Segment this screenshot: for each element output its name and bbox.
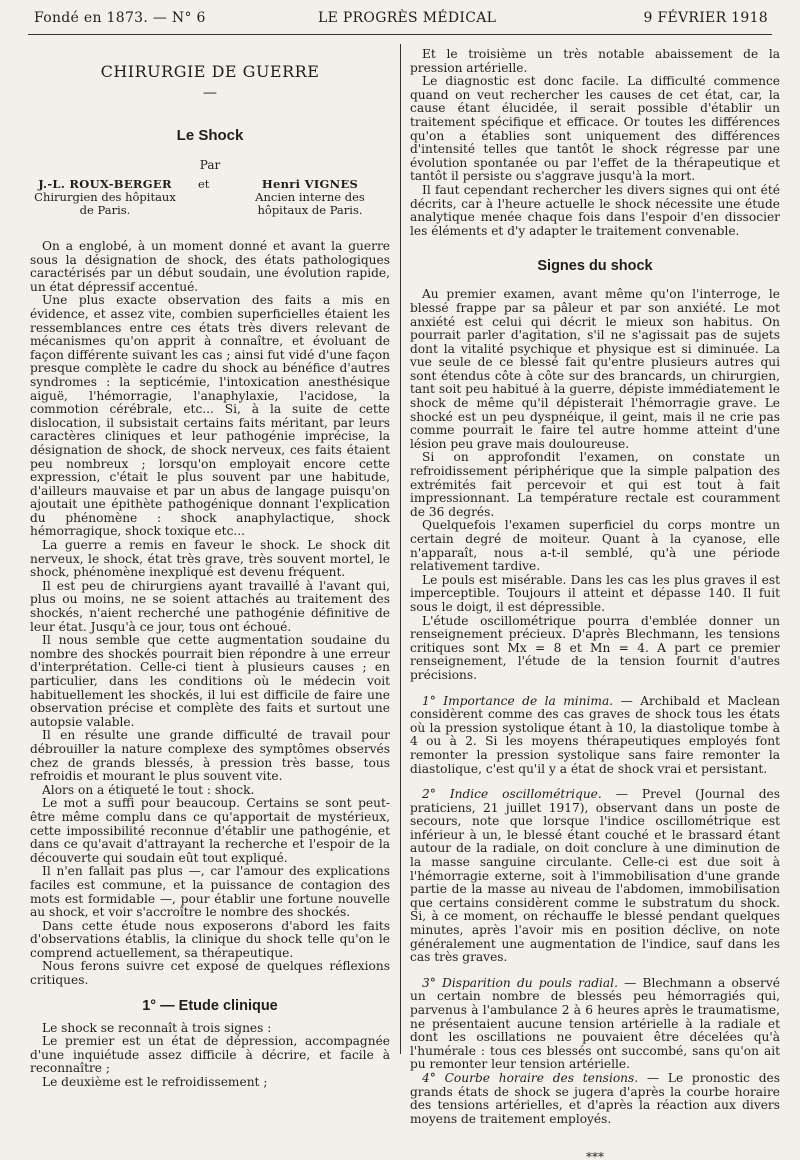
left-column	[30, 48, 390, 1090]
section-separator-stars: ⁎⁎⁎	[586, 1146, 604, 1160]
item-lead: 2° Indice oscillométrique.	[422, 787, 602, 802]
right-column	[410, 48, 780, 1160]
author-1-name: J.-L. ROUX-BERGER	[38, 177, 172, 191]
header-rule	[28, 34, 772, 35]
item-lead: 1° Importance de la minima.	[422, 693, 614, 708]
numbered-item	[410, 1072, 780, 1126]
founded-issue: Fondé en 1873. — N° 6	[34, 10, 206, 26]
item-lead: 4° Courbe horaire des tensions.	[422, 1070, 639, 1085]
author-block	[30, 178, 390, 226]
issue-date: 9 FÉVRIER 1918	[643, 10, 768, 26]
paragraph: Alors on a étiqueté le tout : shock.	[42, 782, 255, 797]
paragraph: Au premier examen, avant même qu'on l'interroge, le blessé frappe par sa pâleur et par son anxiété. Le mot anxiété est celui qui décrit le mieux son habitus. On pourrait parler d'agitation, s'il ne s'agissait pas de sujets dont la vitalité psychique et physique est si diminuée. La vue seule de ce blessé fait qu'entre plusieurs autres qui sont étendus côte à côte sur des brancards, un chirurgien, tant soit peu habitué à la guerre, dépiste immédiatement le shock de même qu'il dépisterait l'hémorragie grave. Le shocké est un peu dyspnéique, il geint, mais il ne crie pas comme pourrait le faire tel autre homme atteint d'une lésion peu grave mais douloureuse.	[410, 287, 780, 451]
item-text: — Archibald et Maclean considèrent comme des cas graves de shock tous les états où la pression systolique étant à 10, la diastolique tombe à 4 ou à 2. Si les moyens thérapeutiques employés font remonter la pression systolique sans faire remonter la diastolique, c'est qu'il y a état de shock vrai et persistant.	[410, 693, 780, 776]
author-2-name: Henri VIGNES	[261, 177, 359, 191]
numbered-item	[410, 977, 780, 1072]
item-text: — Blechmann a observé un certain nombre de blessés peu hémorragiés qui, parvenus à l'ambulance 2 à 6 heures après le traumatisme, ne présentaient aucune tension artérielle à la radiale et dont les oscillations ne pouvaient être décelées qu'à l'humérale : tous ces blessés ont succombé, sans qu'on ait pu remonter leur tension artérielle.	[410, 975, 780, 1072]
paragraph: Dans cette étude nous exposerons d'abord les faits d'observations établis, la clinique du shock telle qu'on le comprend actuellement, sa thérapeutique.	[30, 918, 390, 960]
author-1-role: Chirurgien des hôpitaux de Paris.	[34, 190, 176, 217]
item-text: — Prevel (Journal des praticiens, 21 juillet 1917), observant dans un poste de secours, note que lorsque l'indice oscillométrique est inférieur à un, le blessé étant couché et le brassard étant autour de la radiale, on doit conclure à une diminution de la masse sanguine circulante. Celle-ci est due soit à l'hémorragie externe, soit à l'immobilisation d'une grande partie de la masse au niveau de l'abdomen, immobilisation que certains considèrent comme le substratum du shock. Si, à ce moment, on réchauffe le blessé pendant quelques minutes, après l'avoir mis en position déclive, on note généralement une augmentation de l'indice, sauf dans les cas très graves.	[410, 787, 780, 965]
column-divider	[400, 44, 401, 1054]
paragraph: Une plus exacte observation des faits a mis en évidence, et assez vite, combien superficielles étaient les ressemblances entre ces états très divers relevant de mécanismes qu'on apprit à connaître, et évoluant de façon différente suivant les cas ; ainsi fut vidé d'une façon presque complète le cadre du shock au bénéfice d'autres syndromes : la septicémie, l'intoxication anesthésique aiguë, l'hémorragie, l'anaphylaxie, l'acidose, la commotion cérébrale, etc... Si, à la suite de cette dislocation, il subsistait certains faits méritant, par leurs caractères cliniques et leur pathogénie imprécise, la désignation de shock, de shock nerveux, ces faits étaient peu nombreux ; lorsqu'on employait encore cette expression, c'était le plus souvent par une habitude, d'ailleurs mauvaise et par un abus de langage puisqu'on ajoutait une épithète pathogénique donnant l'explication du phénomène : shock anaphylactique, shock hémorragique, shock toxique etc...	[30, 293, 390, 539]
byline-par: Par	[199, 158, 221, 172]
paragraph: Quelquefois l'examen superficiel du corps montre un certain degré de moiteur. Quant à la cyanose, elle n'apparaît, nous a-t-il semblé, qu'à une période relativement tardive.	[410, 518, 780, 574]
subheading-etude-clinique: 1° — Etude clinique	[142, 997, 278, 1014]
paragraph: L'étude oscillométrique pourra d'emblée donner un renseignement précieux. D'après Blechmann, les tensions critiques sont Mx = 8 et Mn = 4. A part ce premier renseignement, l'étude de la tension fournit d'autres précisions.	[410, 613, 780, 682]
paragraph: Il en résulte une grande difficulté de travail pour débrouiller la nature complexe des symptômes observés chez de grands blessés, à pression très basse, tous refroidis et mourant le plus souvent vite.	[30, 728, 390, 784]
paragraph: Il est peu de chirurgiens ayant travaillé à l'avant qui, plus ou moins, ne se soient attachés au traitement des shockés, n'aient recherché une pathogénie définitive de leur état. Jusqu'à ce jour, tous ont échoué.	[30, 578, 390, 634]
paragraph: On a englobé, à un moment donné et avant la guerre sous la désignation de shock, des états pathologiques caractérisés par un début soudain, une évolution rapide, un état dépressif accentué.	[30, 239, 390, 294]
author-2-role: Ancien interne des hôpitaux de Paris.	[255, 190, 365, 217]
paragraph: La guerre a remis en faveur le shock. Le shock dit nerveux, le shock, état très grave, très souvent mortel, le shock, phénomène inexpliqué est devenu fréquent.	[30, 538, 390, 580]
journal-title: LE PROGRÈS MÉDICAL	[318, 10, 497, 26]
paragraph: Et le troisième un très notable abaissement de la pression artérielle.	[410, 47, 780, 75]
paragraph: Le deuxième est le refroidissement ;	[42, 1075, 268, 1090]
subheading-signes-du-shock: Signes du shock	[537, 258, 653, 275]
item-lead: 3° Disparition du pouls radial.	[422, 975, 618, 990]
author-conjunction: et	[198, 177, 210, 191]
paragraph: Le premier est un état de dépression, accompagnée d'une inquiétude assez difficile à décrire, et facile à reconnaître ;	[30, 1034, 390, 1076]
paragraph: Le pouls est misérable. Dans les cas les plus graves il est imperceptible. Toujours il atteint et dépasse 140. Il fuit sous le doigt, il est dépressible.	[410, 572, 780, 614]
article-title: Le Shock	[176, 127, 244, 144]
paragraph: Le shock se reconnaît à trois signes :	[42, 1020, 272, 1035]
section-dash: —	[203, 85, 217, 101]
author-1	[30, 178, 180, 217]
paragraph: Il faut cependant rechercher les divers signes qui ont été décrits, car à l'heure actuelle le shock nécessite une étude analytique menée chaque fois dans l'espoir d'en dissocier les éléments et d'y adapter le traitement convenable.	[410, 182, 780, 238]
section-heading: CHIRURGIE DE GUERRE	[100, 62, 320, 81]
author-2	[230, 178, 390, 217]
item-text: — Le pronostic des grands états de shock se jugera d'après la courbe horaire des tensions artérielles, et d'après la réaction aux divers moyens de traitement employés.	[410, 1070, 780, 1126]
paragraph: Si on approfondit l'examen, on constate un refroidissement périphérique que la simple palpation des extrémités fait percevoir et qui est tout à fait impressionnant. La température rectale est couramment de 36 degrés.	[410, 450, 780, 519]
paragraph: Le diagnostic est donc facile. La difficulté commence quand on veut rechercher les causes de cet état, car, la cause étant élucidée, il serait possible d'établir un traitement spécifique et efficace. Or toutes les différences qu'on a établies sont uniquement des différences d'intensité telles que tantôt le shock régresse par une évolution spontanée ou par l'effet de la thérapeutique et tantôt il persiste ou s'aggrave jusqu'à la mort.	[410, 74, 780, 184]
paragraph: Il n'en fallait pas plus —, car l'amour des explications faciles est commune, et la puissance de contagion des mots est formidable —, pour établir une fortune nouvelle au shock, et voir s'accroître le nombre des shockés.	[30, 864, 390, 920]
running-header	[34, 8, 768, 30]
paragraph: Nous ferons suivre cet exposé de quelques réflexions critiques.	[30, 959, 390, 988]
paragraph: Le mot a suffi pour beaucoup. Certains se sont peut-être même complu dans ce qu'apportait de mystérieux, cette impossibilité reconnue d'établir une pathogénie, et dans ce qu'avait d'attrayant la recherche et l'espoir de la découverte qui soudain eût tout expliqué.	[30, 796, 390, 865]
numbered-item	[410, 695, 780, 777]
paragraph: Il nous semble que cette augmentation soudaine du nombre des shockés pourrait bien répondre à une erreur d'interprétation. Celle-ci tient à plusieurs causes ; en particulier, dans les conditions où le médecin voit habituellement les shockés, il lui est difficile de faire une observation précise et complète des faits et surtout une autopsie valable.	[30, 633, 390, 729]
numbered-item	[410, 788, 780, 965]
